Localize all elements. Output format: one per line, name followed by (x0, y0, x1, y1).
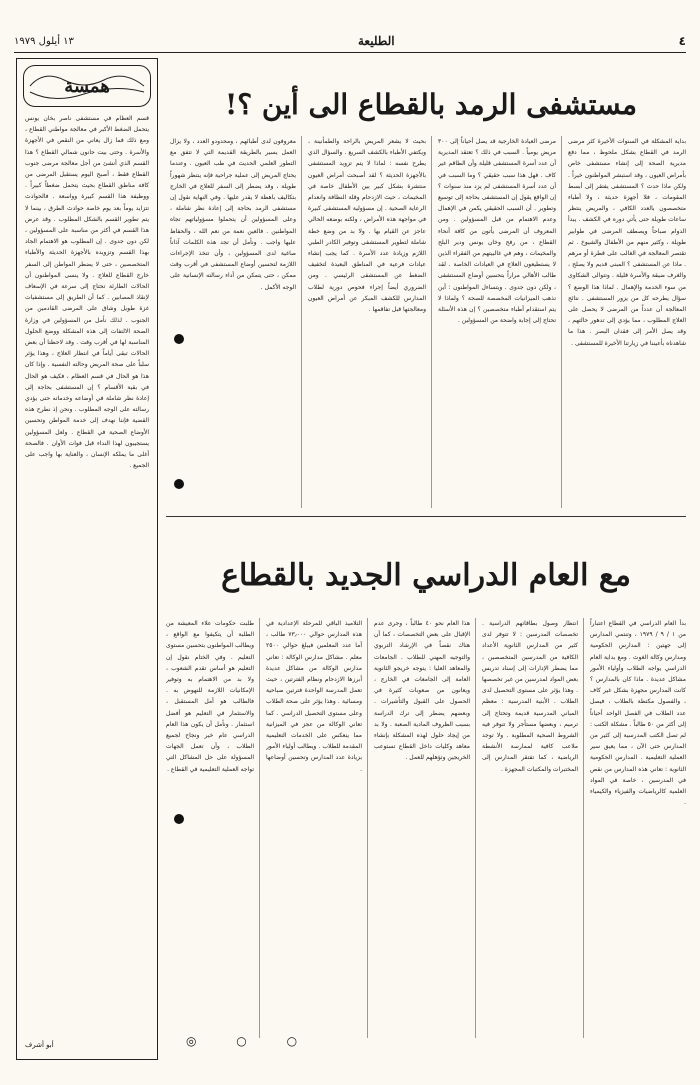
column-divider (475, 618, 476, 1038)
article2-col1: بدأ العام الدراسي في القطاع اعتباراً من ١ / ٩ / ١٩٧٩ ، وتنتمي المدارس إلى جهتين : المدارس الحكومية ومدارس وكالة الغوث . ومع بداية العام الدراسي يواجه الطلاب وأولياء الأمور مشاكل عديدة . ماذا كان بالمدارس ؟ كانت المدارس مجهزة بشكل غير كاف ، والفصول مكتظة بالطلاب ، فيصل عدد الطلاب في الفصل الواحد أحياناً إلى أكثر من ٥٠ طالباً . مشكلة الكتب : لم تصل الكتب المدرسية إلى كثير من المدارس حتى الآن ، مما يعيق سير العملية التعليمية . المدارس الحكومية الثانوية : تعاني هذه المدارس من نقص في المدرسين ، خاصة في المواد العلمية كالرياضيات والفيزياء والكيمياء . (590, 620, 686, 807)
binder-hole-icon (174, 334, 184, 344)
main-content (166, 58, 686, 1058)
column-divider (583, 618, 584, 1038)
article2-col3: هذا العام نحو ٤٠ طالباً ، وجرى عدم الإقبال على بعض التخصصات ، كما أن هناك نقصاً في الإرشاد التربوي والتوجيه المهني للطلاب . الجامعات والمعاهد العليا : يتوجه خريجو الثانوية العامة إلى الجامعات في الخارج ، ويعانون من صعوبات كثيرة في الحصول على القبول والتأشيرات . وبعضهم يضطر إلى ترك الدراسة بسبب الظروف المادية الصعبة . ولا بد من إيجاد حلول لهذه المشكلة بإنشاء معاهد وكليات داخل القطاع تستوعب الخريجين وتؤهلهم للعمل . (374, 620, 470, 762)
page-header (14, 30, 686, 53)
hamsa-logo (23, 65, 151, 107)
hamsa-column (16, 58, 158, 1060)
page-number: ٤ (678, 34, 686, 48)
section-name: الطليعة (357, 34, 395, 48)
article2-col4: التلاميذ الباقي للمرحلة الإعدادية في هذه المدارس حوالي ٧٣٫٠٠٠ طالب ، أما عدد المعلمين فيبلغ حوالي ٢٥٠٠ معلم . مشاكل مدارس الوكالة : تعاني مدارس الوكالة من مشاكل عديدة أبرزها الازدحام ونظام الفترتين ، حيث تعمل المدرسة الواحدة فترتين صباحية ومسائية . وهذا يؤثر على صحة الطلاب وعلى مستوى التحصيل الدراسي . كما تعاني الوكالة من عجز في الميزانية مما ينعكس على الخدمات التعليمية المقدمة للطلاب . ويطالب أولياء الأمور بزيادة عدد المدارس وتحسين أوضاعها . (266, 620, 362, 773)
hamsa-body: قسم العظام في مستشفى ناصر بخان يونس يتحمل الضغط الأكبر في معالجة مواطني القطاع ، ومع ذلك فما زال يعاني من النقص في الأجهزة والأسرة . وحتى بيت حانون شمالي القطاع ؟ هذا القسم الذي أنشئ من أجل معالجة مرضى جنوب القطاع فقط ، أصبح اليوم يستقبل المرضى من كافة مناطق القطاع بحيث يتحمل ضغطاً كبيراً . ووظيفة هذا القسم كبيرة وواسعة . فالحوادث تتزايد يوماً بعد يوم خاصة حوادث الطرق ، بينما لا يتم تطوير القسم بالشكل المطلوب . وقد عرض هذا القسم في أكثر من مناسبة على المسؤولين ، لكن دون جدوى . إن المطلوب هو الاهتمام الجاد بهذا القسم وتزويده بالأجهزة الحديثة والأطباء المتخصصين ، حتى لا يضطر المواطن إلى السفر خارج القطاع للعلاج . ولا ينسى المواطنون أن الحالات الطارئة تحتاج إلى سرعة في الإسعاف لإنقاذ المصابين . كما أن الطريق إلى مستشفيات غزة طويل وشاق على المرضى القادمين من الجنوب . لذلك نأمل من المسؤولين في وزارة الصحة الالتفات إلى هذه المشكلة ووضع الحلول المناسبة لها في أقرب وقت . وقد لاحظنا أن بعض الحالات تبقى أياماً في انتظار العلاج ، وهذا يؤثر سلباً على صحة المريض وحالته النفسية . وإذا كان هذا هو الحال في قسم العظام ، فكيف هو الحال في بقية الأقسام ؟ إن المستشفى بحاجة إلى إعادة نظر شاملة في أوضاعه وخدماته حتى يؤدي رسالته على الوجه المطلوب . ونحن إذ نطرح هذه القضية فإننا نهدف إلى خدمة المواطن وتحسين الأوضاع الصحية في القطاع . ولعل المسؤولين يستجيبون لهذا النداء قبل فوات الأوان . فالصحة أغلى ما يملكه الإنسان ، والعناية بها واجب على الجميع . (25, 115, 149, 470)
article1-col4: معروفون لدى أطبائهم ، ومحدودو العدد ، ولا يزال العمل يسير بالطريقة القديمة التي لا تتفق مع التطور العلمي الحديث في طب العيون . وعندما يحتاج المريض إلى عملية جراحية فإنه ينتظر شهوراً طويلة ، وقد يضطر إلى السفر للعلاج في الخارج بتكاليف باهظة لا يقدر عليها . وفي النهاية نقول إن مستشفى الرمد بحاجة إلى إعادة نظر شاملة ، وعلى المسؤولين أن يتحملوا مسؤولياتهم تجاه المواطنين . فالعين نعمة من نعم الله ، والحفاظ عليها واجب . ونأمل أن تجد هذه الكلمات آذاناً صاغية لدى المسؤولين ، وأن تتخذ الإجراءات اللازمة لتحسين أوضاع المستشفى في أقرب وقت ممكن ، حتى يتمكن من أداء رسالته الإنسانية على الوجه الأكمل . (170, 138, 296, 291)
hamsa-logo-text: همسة (64, 75, 110, 97)
article1-headline: مستشفى الرمد بالقطاع الى أين ؟! (224, 88, 637, 121)
column-divider (301, 136, 302, 508)
column-divider (431, 136, 432, 508)
column-divider (367, 618, 368, 1038)
article-separator (166, 516, 686, 517)
article1-col2: مرضى العيادة الخارجية قد يصل أحياناً إلى ٣٠٠ مريض يومياً . السبب في ذلك ؟ تعتقد المديرية أن عدد أسرة المستشفى قليلة وأن الطاقم غير كاف . فهل هذا سبب حقيقي ؟ وما السبب في أن عدد أسرة المستشفى لم يزد منذ سنوات ؟ إن الواقع يقول إن المستشفى بحاجة إلى توسيع وتطوير . أن السبب الحقيقي يكمن في الإهمال وعدم الاهتمام من قبل المسؤولين . ومن المعروف أن المرضى يأتون من كافة أنحاء القطاع ، من رفح وخان يونس ودير البلح والمخيمات ، وهم في غالبيتهم من الفقراء الذين لا يستطيعون العلاج في العيادات الخاصة . لقد طالب الأهالي مراراً بتحسين أوضاع المستشفى ، ولكن دون جدوى . ويتساءل المواطنون : أين تذهب الميزانيات المخصصة للصحة ؟ ولماذا لا يتم استقدام أطباء متخصصين ؟ إن هذه الأسئلة تحتاج إلى إجابة واضحة من المسؤولين . (438, 138, 556, 325)
article2-col5: طلبت حكومات علاء المعيشة من الطلبة أن يتكيفوا مع الواقع ، ويطالب المواطنون بتحسين مستوى التعليم . وفي الختام نقول إن التعليم هو أساس تقدم الشعوب ، ولا بد من الاهتمام به وتوفير الإمكانيات اللازمة للنهوض به . فالطالب هو أمل المستقبل ، والاستثمار في التعليم هو أفضل استثمار . ونأمل أن يكون هذا العام الدراسي عام خير ونجاح لجميع الطلاب ، وأن تعمل الجهات المسؤولة على حل المشاكل التي تواجه العملية التعليمية في القطاع . (166, 620, 254, 773)
issue-date: ١٣ أيلول ١٩٧٩ (14, 35, 74, 47)
column-divider (259, 618, 260, 1038)
newspaper-page (14, 14, 686, 1074)
article2-col2: انتظار وصول بطاقاتهم الدراسية . تخصصات المدرسين : لا تتوفر لدى كثير من المدارس الثانوية الأعداد الكافية من المدرسين المتخصصين ، مما يضطر الإدارات إلى إسناد تدريس بعض المواد لمدرسين من غير تخصصها . وهذا يؤثر على مستوى التحصيل لدى الطلاب . الأبنية المدرسية : معظم المباني المدرسية قديمة وتحتاج إلى ترميم ، وبعضها مستأجر ولا تتوفر فيه الشروط الصحية المطلوبة . ولا توجد ملاعب كافية لممارسة الأنشطة الرياضية ، كما تفتقر المدارس إلى المختبرات والمكتبات المجهزة . (482, 620, 578, 773)
binder-hole-icon (174, 479, 184, 489)
column-divider (561, 136, 562, 508)
article2-headline: مع العام الدراسي الجديد بالقطاع (221, 558, 631, 593)
binder-hole-icon (174, 814, 184, 824)
article1-col1: بداية المشكلة في السنوات الأخيرة كثر مرضى الرمد في القطاع بشكل ملحوظ ، مما دفع مديرية الصحة إلى إنشاء مستشفى خاص بأمراض العيون ، وقد استبشر المواطنون خيراً . ولكن ماذا حدث ؟ المستشفى يفتقر إلى أبسط المقومات ، فلا أجهزة حديثة ، ولا أطباء متخصصون بالعدد الكافي ، والمريض ينتظر ساعات طويلة حتى يأتي دوره في الكشف . يبدأ الدوام صباحاً ويصطف المرضى في طوابير طويلة ، وكثير منهم من الأطفال والشيوخ . ثم تقتصر المعالجة في الغالب على قطرة أو مرهم . ماذا عن المستشفى ؟ المبنى قديم ولا يصلح ، والغرف ضيقة والأسرة قليلة . وتتوالى الشكاوى من سوء الخدمة والإهمال . لماذا هذا الوضع ؟ سؤال يطرحه كل من يزور المستشفى . نتائج المعالجة أن عدداً من المرضى لا يحصل على العلاج المطلوب ، مما يؤدي إلى تدهور حالتهم ، وقد يصل الأمر إلى فقدان البصر . هذا ما شاهدناه بأعيننا في زيارتنا الأخيرة للمستشفى . (568, 138, 686, 347)
article1-col3: بحيث لا يشعر المريض بالراحة والطمأنينة ، ويكتفي الأطباء بالكشف السريع . والسؤال الذي يطرح نفسه : لماذا لا يتم تزويد المستشفى بالأجهزة الحديثة ؟ لقد أصبحت أمراض العيون منتشرة بشكل كبير بين الأطفال خاصة في المخيمات ، حيث الازدحام وقلة النظافة وانعدام الرعاية الصحية . إن مسؤولية المستشفى كبيرة في مواجهة هذه الأمراض ، ولكنه بوضعه الحالي عاجز عن القيام بها . ولا بد من وضع خطة شاملة لتطوير المستشفى وتوفير الكادر الطبي اللازم وزيادة عدد الأسرة . كما يجب إنشاء عيادات فرعية في المناطق البعيدة لتخفيف الضغط عن المستشفى الرئيسي . ومن الضروري أيضاً إجراء فحوص دورية لطلاب المدارس للكشف المبكر عن أمراض العيون ومعالجتها قبل تفاقمها . (308, 138, 426, 314)
hamsa-signature: أبو أشرف (25, 1041, 54, 1049)
footer-marks: ○ ○ ◎ (186, 1034, 316, 1048)
